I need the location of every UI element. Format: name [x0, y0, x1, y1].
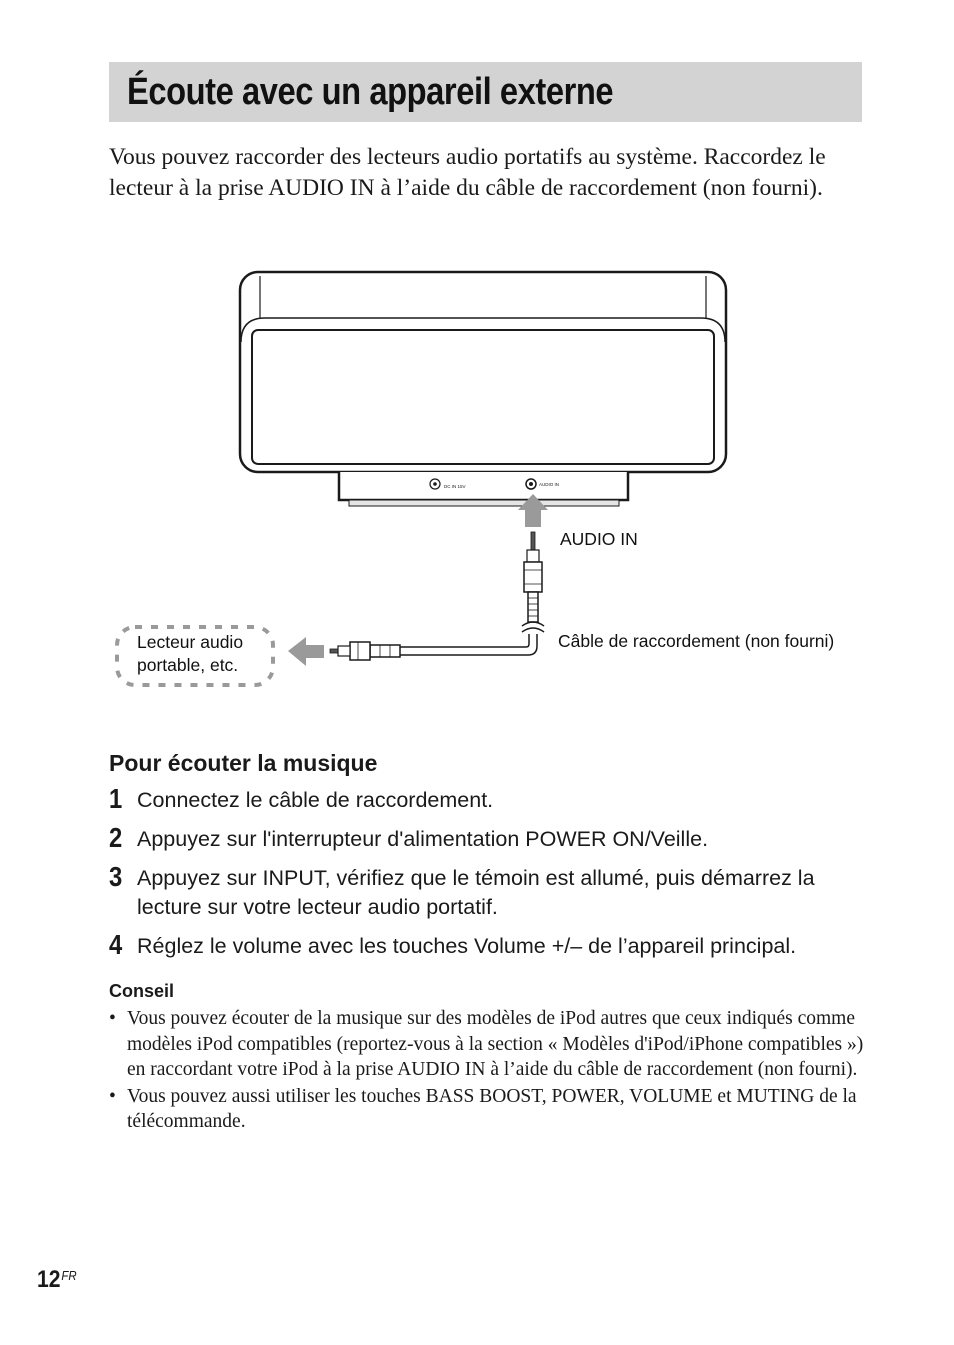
- step-item: [109, 929, 879, 961]
- step-text: Appuyez sur l'interrupteur d'alimentation POWER ON/Veille.: [137, 827, 709, 851]
- bullet-icon: •: [109, 1085, 116, 1107]
- cable: [400, 634, 529, 647]
- audio-in-callout: AUDIO IN: [560, 529, 638, 549]
- steps-list: [109, 783, 879, 971]
- tip-item: [109, 1084, 869, 1135]
- intro-paragraph: Vous pouvez raccorder des lecteurs audio portatifs au système. Raccordez le lecteur à la prise AUDIO IN à l’aide du câble de raccordement (non fourni).: [109, 144, 826, 201]
- step-number: 1: [109, 783, 123, 814]
- step-number: 4: [109, 929, 123, 960]
- tip-text: Vous pouvez aussi utiliser les touches BASS BOOST, POWER, VOLUME et MUTING de la télécommande.: [127, 1085, 857, 1132]
- step-text: Appuyez sur INPUT, vérifiez que le témoin est allumé, puis démarrez la lecture sur votre lecteur audio portatif.: [137, 866, 815, 919]
- player-callout-line1: Lecteur audio: [137, 632, 244, 652]
- page-language: FR: [61, 1268, 77, 1283]
- step-item: [109, 783, 879, 815]
- speaker-base: [339, 472, 628, 500]
- section-heading: Pour écouter la musique: [109, 750, 378, 776]
- page-number-value: 12: [37, 1266, 61, 1293]
- page-number: [37, 1266, 77, 1294]
- step-text: Réglez le volume avec les touches Volume +/– de l’appareil principal.: [137, 934, 797, 958]
- bullet-icon: •: [109, 1008, 116, 1029]
- step-item: [109, 822, 879, 854]
- title-bar: [109, 62, 862, 122]
- cable-callout: Câble de raccordement (non fourni): [558, 631, 835, 651]
- step-number: 3: [109, 861, 123, 892]
- page-title: Écoute avec un appareil externe: [127, 70, 614, 113]
- tips-list: [109, 1006, 869, 1136]
- connection-diagram: [100, 262, 870, 702]
- step-text: Connectez le câble de raccordement.: [137, 788, 494, 812]
- arrow-left-icon: [288, 637, 324, 666]
- player-callout-line2: portable, etc.: [137, 655, 239, 675]
- step-item: [109, 861, 879, 922]
- vertical-plug: [524, 562, 542, 592]
- tip-text: Vous pouvez écouter de la musique sur des modèles de iPod autres que ceux indiqués comme modèles iPod compatibles (reportez-vous à la section « Modèles d'iPod/iPhone compatibles ») en raccordant votre iPod à la prise AUDIO IN à l’aide du câble de raccordement (non fourni).: [127, 1008, 864, 1080]
- step-number: 2: [109, 822, 123, 853]
- dc-in-label: DC IN 15V: [444, 484, 466, 489]
- tip-heading: Conseil: [109, 981, 175, 1001]
- horizontal-plug: [370, 645, 400, 657]
- tip-item: [109, 1006, 869, 1083]
- audio-in-panel-label: AUDIO IN: [539, 482, 560, 487]
- speaker-front-panel: [252, 330, 714, 464]
